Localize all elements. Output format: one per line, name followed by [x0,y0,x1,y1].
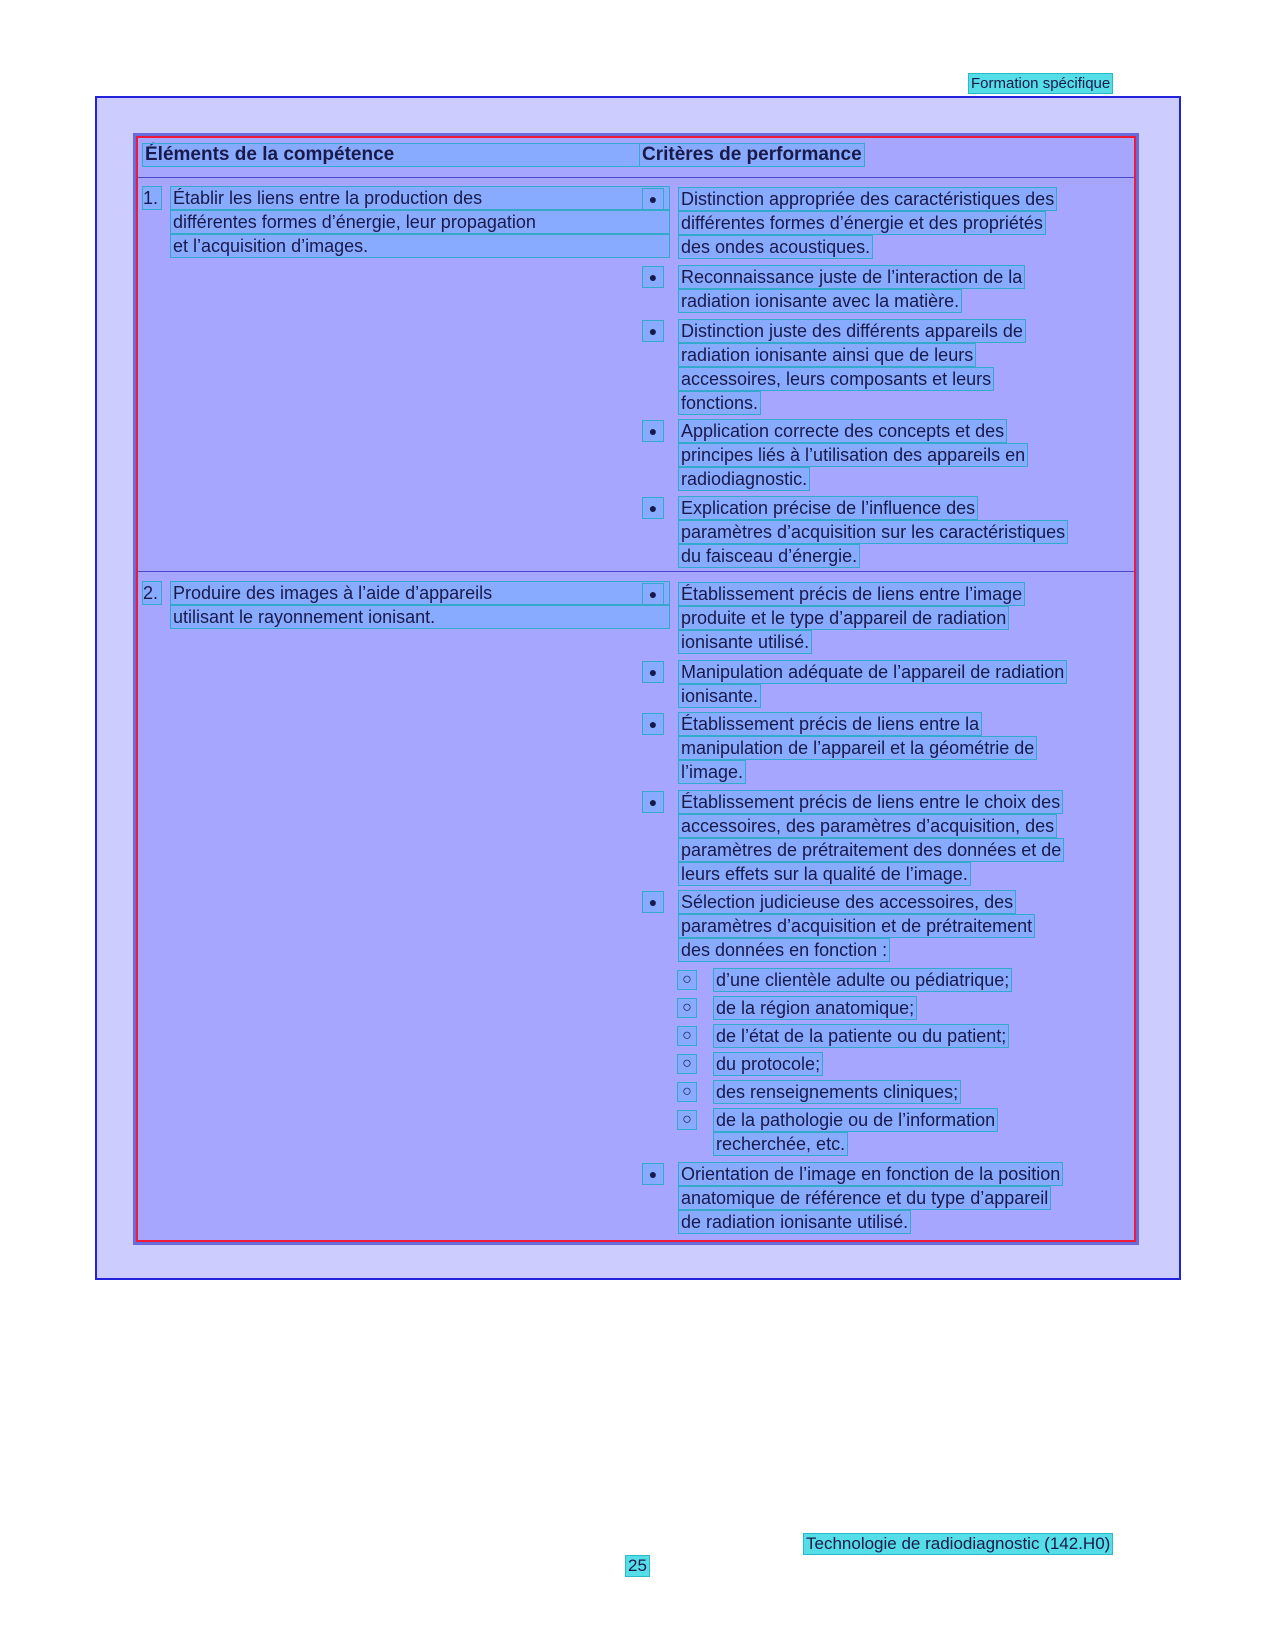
element-text-line: utilisant le rayonnement ionisant. [171,606,669,628]
criterion-text-line: paramètres d’acquisition et de prétraitement [681,916,1033,936]
element-text-line: Établir les liens entre la production des [171,187,669,209]
criterion-text-line: paramètres d’acquisition sur les caractéristiques [681,522,1066,542]
bullet-icon: ● [643,1164,663,1184]
criterion-text-line: radiodiagnostic. [681,469,808,489]
criterion-text-line: l’image. [681,762,744,782]
sub-criterion-text-line: d’une clientèle adulte ou pédiatrique; [716,970,1010,990]
bullet-icon: ● [643,892,663,912]
criterion-text-line: leurs effets sur la qualité de l’image. [681,864,968,884]
criterion-text-line: paramètres de prétraitement des données et de [681,840,1062,860]
bullet-icon: ● [643,421,663,441]
criterion-text-line: Établissement précis de liens entre le choix des [681,792,1061,812]
sub-bullet-icon: ○ [678,999,696,1017]
sub-bullet-icon: ○ [678,1083,696,1101]
footer-program-title: Technologie de radiodiagnostic (142.H0) [806,1534,1111,1553]
bullet-icon: ● [643,584,663,604]
bullet-icon: ● [643,662,663,682]
sub-criterion-text-line: de l’état de la patiente ou du patient; [716,1026,1007,1046]
criterion-text-line: Reconnaissance juste de l’interaction de la [681,267,1023,287]
criterion-text-line: Distinction appropriée des caractéristiques des [681,189,1055,209]
sub-criterion-text-line: de la région anatomique; [716,998,915,1018]
criterion-text-line: principes liés à l’utilisation des appareils en [681,445,1026,465]
sub-criterion-text-line: des renseignements cliniques; [716,1082,959,1102]
row-divider [138,571,1134,572]
criterion-text-line: Application correcte des concepts et des [681,421,1005,441]
col-header-elements: Éléments de la compétence [143,144,641,166]
criterion-text-line: Établissement précis de liens entre l’image [681,584,1023,604]
element-number: 1. [143,187,161,209]
header-divider [138,177,1134,178]
criterion-text-line: accessoires, des paramètres d’acquisition, des [681,816,1055,836]
page-number: 25 [628,1556,647,1575]
criterion-text-line: Sélection judicieuse des accessoires, des [681,892,1014,912]
bullet-icon: ● [643,189,663,209]
criterion-text-line: manipulation de l’appareil et la géométrie de [681,738,1035,758]
criterion-text-line: produite et le type d’appareil de radiation [681,608,1007,628]
criterion-text-line: Distinction juste des différents appareils de [681,321,1023,341]
competency-table-inner-border [136,136,1136,1242]
criterion-text-line: ionisante. [681,686,759,706]
criterion-text-line: Explication précise de l’influence des [681,498,976,518]
criterion-text-line: Manipulation adéquate de l’appareil de radiation [681,662,1065,682]
criterion-text-line: Établissement précis de liens entre la [681,714,980,734]
element-text-line: et l’acquisition d’images. [171,235,669,257]
criterion-text-line: accessoires, leurs composants et leurs [681,369,992,389]
criterion-text-line: des données en fonction : [681,940,888,960]
sub-criterion-text-line: du protocole; [716,1054,821,1074]
criterion-text-line: du faisceau d’énergie. [681,546,858,566]
bullet-icon: ● [643,792,663,812]
sub-criterion-text-line: recherchée, etc. [716,1134,846,1154]
criterion-text-line: de radiation ionisante utilisé. [681,1212,909,1232]
sub-criterion-text-line: de la pathologie ou de l’information [716,1110,996,1130]
sub-bullet-icon: ○ [678,1111,696,1129]
section-header: Formation spécifique [971,75,1111,92]
bullet-icon: ● [643,321,663,341]
element-text-line: différentes formes d’énergie, leur propagation [171,211,669,233]
element-number: 2. [143,582,161,604]
element-text-line: Produire des images à l’aide d’appareils [171,582,669,604]
bullet-icon: ● [643,498,663,518]
criterion-text-line: radiation ionisante avec la matière. [681,291,960,311]
bullet-icon: ● [643,714,663,734]
criterion-text-line: des ondes acoustiques. [681,237,871,257]
criterion-text-line: ionisante utilisé. [681,632,810,652]
criterion-text-line: fonctions. [681,393,759,413]
col-header-criteria: Critères de performance [642,144,862,165]
criterion-text-line: différentes formes d’énergie et des propriétés [681,213,1043,233]
sub-bullet-icon: ○ [678,1027,696,1045]
criterion-text-line: radiation ionisante ainsi que de leurs [681,345,974,365]
criterion-text-line: Orientation de l’image en fonction de la position [681,1164,1061,1184]
criterion-text-line: anatomique de référence et du type d’appareil [681,1188,1049,1208]
sub-bullet-icon: ○ [678,1055,696,1073]
sub-bullet-icon: ○ [678,971,696,989]
bullet-icon: ● [643,267,663,287]
